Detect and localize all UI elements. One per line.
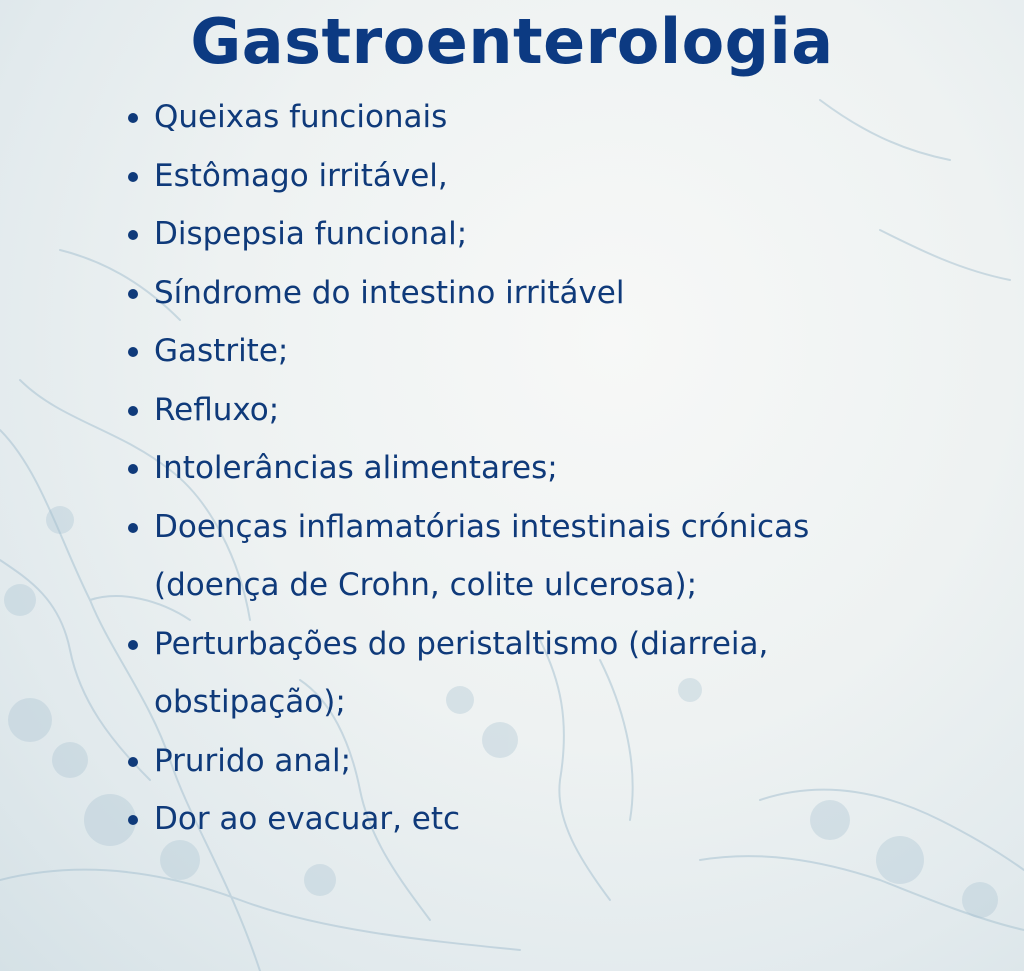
- list-item-text: Prurido anal;: [154, 742, 352, 779]
- bullet-icon: [128, 172, 138, 182]
- list-item-text: Refluxo;: [154, 391, 280, 428]
- list-item-text: obstipação);: [154, 684, 346, 720]
- list-item-text: Queixas funcionais: [154, 99, 448, 135]
- list-item-text: Dispepsia funcional;: [154, 216, 468, 252]
- list-item-text: Gastrite;: [154, 333, 289, 369]
- list-item-text: Síndrome do intestino irritável: [154, 274, 625, 311]
- bullet-icon: [128, 406, 138, 416]
- bullet-icon: [128, 113, 138, 123]
- bullet-icon: [128, 757, 138, 767]
- list-item: [124, 381, 1004, 440]
- page-title: Gastroenterologia: [190, 5, 834, 78]
- list-item: [124, 88, 1004, 147]
- bullet-icon: [128, 347, 138, 357]
- list-item: [124, 498, 1004, 615]
- bullet-icon: [128, 230, 138, 240]
- bullet-icon: [128, 815, 138, 825]
- list-item: [124, 147, 1004, 206]
- condition-list: [124, 88, 1004, 849]
- list-item: [124, 439, 1004, 498]
- list-item: [124, 264, 1004, 323]
- list-item: [124, 615, 1004, 732]
- list-item: [124, 205, 1004, 264]
- list-item-text: Dor ao evacuar, etc: [154, 801, 461, 837]
- list-item-text: Perturbações do peristaltismo (diarreia,: [154, 625, 769, 662]
- list-item: [124, 732, 1004, 791]
- list-item-text: (doença de Crohn, colite ulcerosa);: [154, 567, 698, 603]
- bullet-icon: [128, 640, 138, 650]
- list-item-text: Doenças inflamatórias intestinais crónicas: [154, 508, 810, 545]
- bullet-icon: [128, 523, 138, 533]
- list-item-text: Estômago irritável,: [154, 157, 448, 194]
- list-item-text: Intolerâncias alimentares;: [154, 450, 558, 486]
- list-item: [124, 790, 1004, 849]
- bullet-icon: [128, 289, 138, 299]
- list-item: [124, 322, 1004, 381]
- bullet-icon: [128, 464, 138, 474]
